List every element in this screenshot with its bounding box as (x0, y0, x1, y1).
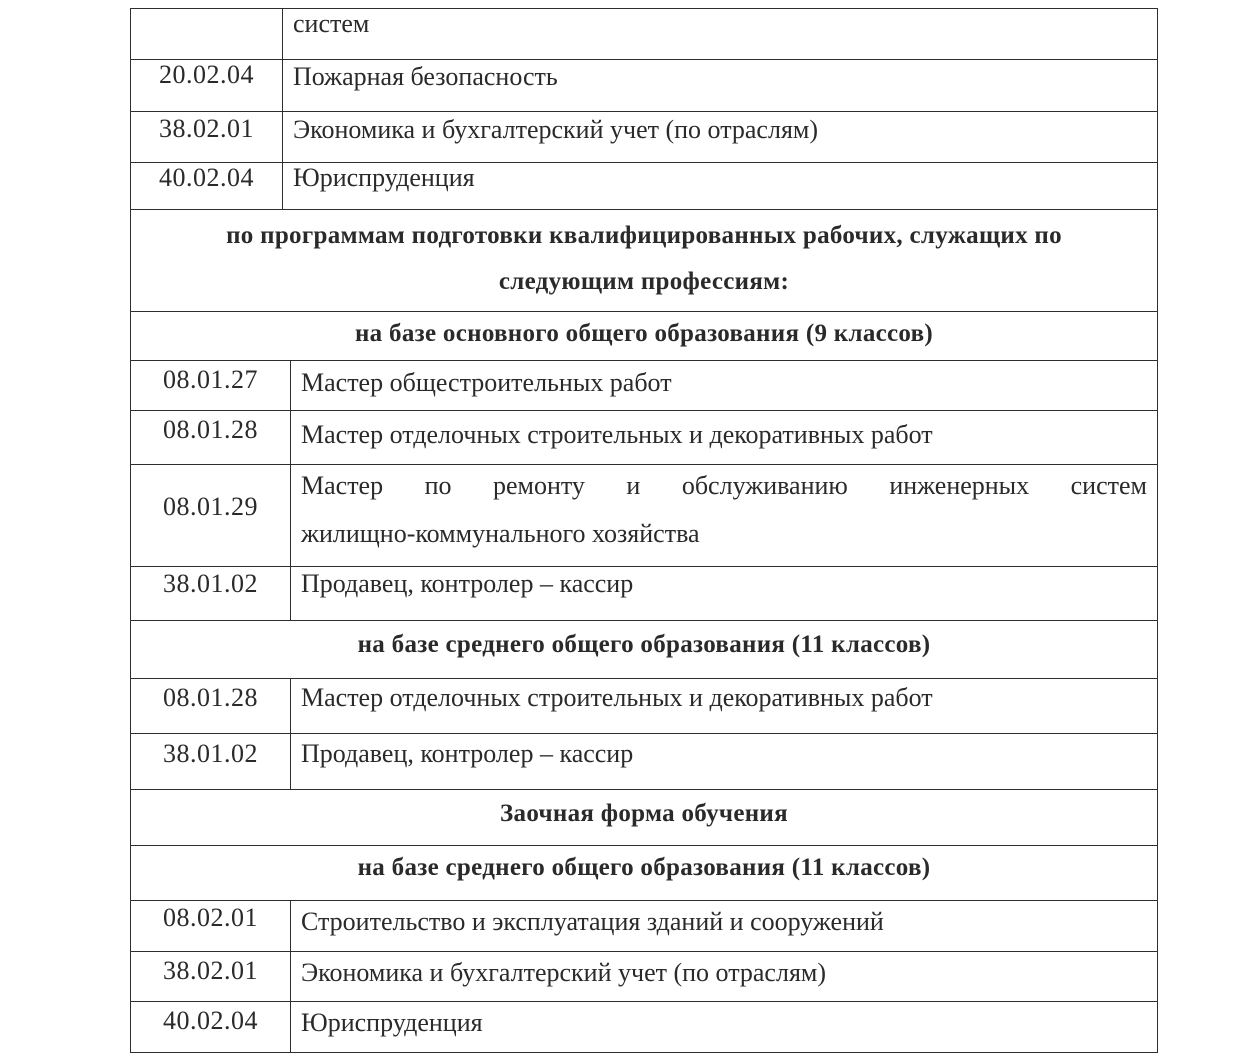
table-row (130, 8, 1158, 59)
table-row (130, 733, 1158, 789)
heading-line-2: следующим профессиям: (498, 268, 790, 295)
code-cell (131, 567, 291, 620)
name-cell (283, 163, 1157, 209)
code-text: 38.01.02 (163, 569, 258, 598)
section-heading-row (130, 311, 1158, 360)
name-text: Юриспруденция (301, 1008, 483, 1037)
name-text: систем (293, 9, 370, 38)
name-cell (291, 411, 1157, 464)
code-text: 08.01.29 (163, 492, 258, 521)
code-cell (131, 679, 291, 733)
table-row (130, 162, 1158, 209)
code-cell (131, 901, 291, 951)
name-text: Мастер общестроительных работ (301, 368, 672, 397)
code-cell (131, 60, 283, 111)
name-cell (283, 112, 1157, 162)
table-row (130, 111, 1158, 162)
name-text: Мастер отделочных строительных и декоративных работ (301, 420, 933, 449)
section-heading (131, 621, 1157, 678)
code-cell (131, 112, 283, 162)
section-heading (131, 312, 1157, 360)
table-row (130, 951, 1158, 1001)
code-cell (131, 1002, 291, 1052)
heading-line-1: на базе среднего общего образования (11 классов) (357, 631, 931, 658)
code-cell (131, 952, 291, 1001)
name-cell (291, 679, 1157, 733)
section-heading-row (130, 789, 1158, 845)
name-cell (283, 60, 1157, 111)
code-text: 40.02.04 (163, 1006, 258, 1035)
code-cell (131, 163, 283, 209)
table-row (130, 464, 1158, 566)
code-cell (131, 465, 291, 566)
code-cell (131, 361, 291, 410)
section-heading-row (130, 209, 1158, 311)
code-text: 38.01.02 (163, 739, 258, 768)
section-heading (131, 846, 1157, 900)
code-text: 40.02.04 (159, 163, 254, 192)
heading-line-1: на базе основного общего образования (9 классов) (354, 320, 934, 347)
name-word: систем (1070, 471, 1147, 500)
name-text: Пожарная безопасность (293, 62, 558, 91)
name-text: Экономика и бухгалтерский учет (по отраслям) (301, 958, 827, 987)
code-text: 38.02.01 (159, 114, 254, 143)
name-cell (291, 465, 1157, 566)
name-text-line-1 (291, 471, 1147, 501)
table-row (130, 410, 1158, 464)
table-row (130, 678, 1158, 733)
code-text: 08.01.27 (163, 365, 258, 394)
table-row (130, 900, 1158, 951)
name-cell (283, 9, 1157, 59)
table-row (130, 59, 1158, 111)
name-word: по (424, 471, 452, 500)
name-text: Юриспруденция (293, 163, 475, 192)
name-cell (291, 734, 1157, 789)
code-text: 08.01.28 (163, 415, 258, 444)
code-text: 20.02.04 (159, 60, 254, 89)
section-heading-row (130, 620, 1158, 678)
table-row (130, 1001, 1158, 1053)
name-cell (291, 901, 1157, 951)
name-text: Продавец, контролер – кассир (301, 569, 634, 598)
name-text: Строительство и эксплуатация зданий и сооружений (301, 907, 884, 936)
name-word: ремонту (493, 471, 585, 500)
name-text: Экономика и бухгалтерский учет (по отраслям) (293, 115, 819, 144)
name-word: Мастер (301, 471, 384, 500)
code-cell (131, 9, 283, 59)
name-text-line-2: жилищно-коммунального хозяйства (301, 519, 700, 548)
name-text: Мастер отделочных строительных и декоративных работ (301, 683, 933, 712)
code-text: 38.02.01 (163, 956, 258, 985)
table-row (130, 360, 1158, 410)
section-heading-row (130, 845, 1158, 900)
section-heading (131, 210, 1157, 311)
heading-line-1: по программам подготовки квалифицированных рабочих, служащих по (226, 222, 1062, 249)
name-cell (291, 1002, 1157, 1052)
code-cell (131, 734, 291, 789)
code-cell (131, 411, 291, 464)
name-cell (291, 567, 1157, 620)
heading-line-1: на базе среднего общего образования (11 классов) (357, 854, 931, 881)
name-text: Продавец, контролер – кассир (301, 739, 634, 768)
name-word: инженерных (889, 471, 1030, 500)
name-word: обслуживанию (681, 471, 848, 500)
table-row (130, 566, 1158, 620)
code-text: 08.01.28 (163, 683, 258, 712)
heading-line-1: Заочная форма обучения (500, 800, 788, 827)
code-text: 08.02.01 (163, 903, 258, 932)
name-word: и (626, 471, 641, 500)
name-cell (291, 952, 1157, 1001)
section-heading (131, 790, 1157, 845)
name-cell (291, 361, 1157, 410)
